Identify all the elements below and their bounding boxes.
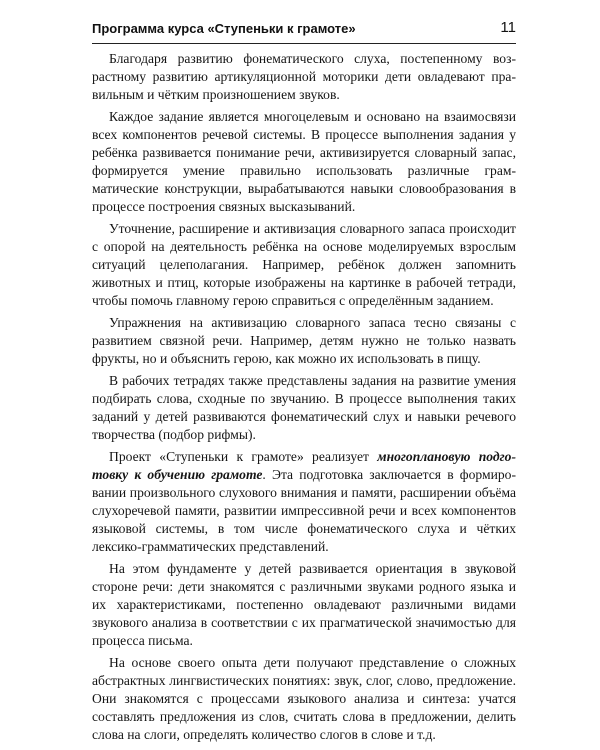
emphasized-phrase: многоплановую подготовку к обучению грамоте [92, 449, 516, 482]
running-header [92, 17, 516, 41]
paragraph: На основе своего опыта дети получают представление о сложных абстрактных лингвистических понятиях: звук, слог, слово, предложение. Они знакомятся с процессами языкового анализа и синтеза: учатся составлять предложения из слов, считать слова в предложении, делить слова на слоги, определять количество слогов в слове и т.д. [92, 655, 516, 742]
paragraph [92, 448, 516, 556]
paragraph: В рабочих тетрадях также представлены задания на развитие умения подбирать слова, сходные по звучанию. В процессе выполнения таких заданий у детей развиваются фонематический слух и навыки речевого творчества (подбор рифмы). [92, 373, 516, 442]
paragraph: Уточнение, расширение и активизация словарного запаса происходит с опорой на деятельность ребёнка на основе моделируемых взрослым ситуаций целеполагания. Например, ребёнок должен запомнить животных и птиц, которые изображены на картинке в рабочей тетради, чтобы помочь главному герою справиться с определённым заданием. [92, 221, 516, 308]
header-rule [92, 43, 516, 44]
paragraph: Каждое задание является многоцелевым и основано на взаимосвязи всех компонентов речевой системы. В процессе выполнения задания у ребёнка развивается понимание речи, активизируется словарный запас, формируется умение правильно использовать различные грамматические конструкции, вырабатываются навыки словообразования в процессе построения связных высказываний. [92, 109, 516, 214]
paragraph: Благодаря развитию фонематического слуха, постепенному возрастному развитию артикуляционной моторики дети овладевают правильным и чётким произношением звуков. [92, 51, 516, 102]
header-title: Программа курса «Ступеньки к грамоте» [92, 21, 356, 36]
paragraph: На этом фундаменте у детей развивается ориентация в звуковой стороне речи: дети знакомятся с различными звуками родного языка и их характеристиками, постепенно овладевают различными видами звукового анализа в соответствии с их прагматической значимостью для процесса письма. [92, 561, 516, 648]
paragraph-text: Проект «Ступеньки к грамоте» реализует [109, 449, 378, 464]
body-text [92, 50, 516, 748]
page-number: 11 [500, 19, 516, 36]
paragraph: Упражнения на активизацию словарного запаса тесно связаны с развитием связной речи. Например, детям нужно не только назвать фрукты, но и объяснить герою, как можно их использовать в пищу. [92, 315, 516, 366]
paragraph-text: . Эта подготовка заключается в формировании произвольного слухового внимания и памяти, расширении объёма слухоречевой памяти, развитии импрессивной речи и всех компонентов языковой системы, в том числе фонематического слуха и чётких лексико-грамматических представлений. [92, 467, 516, 554]
